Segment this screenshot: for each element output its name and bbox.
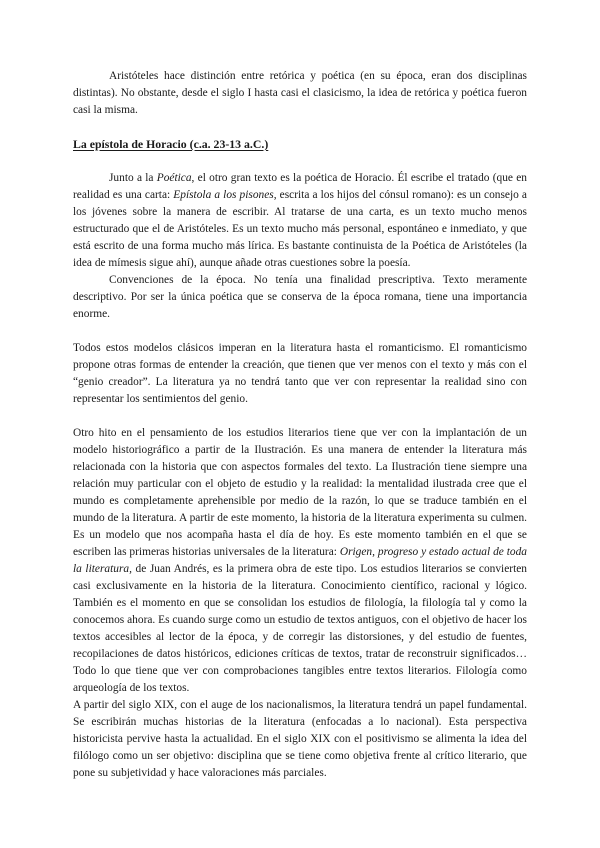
horacio-paragraph-1 xyxy=(73,170,527,272)
text-run: Otro hito en el pensamiento de los estudios literarios tiene que ver con la implantación de un modelo historiográfico a partir de la Ilustración. Es una manera de entender la literatura más relacionada con la historia que con aspectos formales del texto. La Ilustración tiene siempre una relación muy particular con el objeto de estudio y la realidad: la mentalidad ilustrada cree que el mundo es completamente aprehensible por medio de la razón, lo que se traduce también en el mundo de la literatura. A partir de este momento, la historia de la literatura experimenta su culmen. Es un modelo que nos acompaña hasta el día de hoy. Es este momento también en el que se escriben las primeras historias universales de la literatura: xyxy=(73,427,527,558)
text-run: Junto a la xyxy=(109,172,157,184)
spacer xyxy=(73,408,527,425)
italic-title-poetica: Poética xyxy=(156,172,192,184)
horacio-paragraph-2: Convenciones de la época. No tenía una finalidad prescriptiva. Texto meramente descriptivo. Por ser la única poética que se conserva de la época romana, tiene una importancia enorme. xyxy=(73,274,527,320)
text-run: , escrita a los hijos del cónsul romano): es un consejo a los jóvenes sobre la manera de escribir. Al tratarse de una carta, es un texto mucho menos estructurado que el de Aristóteles. Es un texto mucho más personal, espontáneo e inmediato, y que está escrito de una forma mucho más lírica. Es bastante continuista de la Poética de Aristóteles (la idea de mímesis sigue ahí), aunque añade otras cuestiones sobre la poesía. xyxy=(73,189,527,269)
italic-title-obra: Origen, progreso y estado actual de toda la literatura, xyxy=(73,546,527,575)
text-run: , el otro gran texto es la poética de Horacio. Él escribe el tratado (que en realidad es una carta: xyxy=(73,172,527,201)
spacer xyxy=(73,323,527,340)
text-run: de Juan Andrés, es la primera obra de este tipo. Los estudios literarios se convierten casi exclusivamente en la historia de la literatura. Conocimiento científico, racional y lógico. También es el momento en que se consolidan los estudios de filología, la filología tal y como la conocemos ahora. Es cuando surge como un estudio de textos antiguos, con el objetivo de hacer los textos accesibles al lector de la época, y de corregir las distorsiones, y del estudio de fuentes, recopilaciones de datos históricos, ediciones críticas de textos, tratar de reconstruir significados…Todo lo que tiene que ver con comprobaciones tangibles entre textos literarios. Filología como arqueología de los textos. xyxy=(73,563,527,694)
section-heading-horacio: La epístola de Horacio (c.a. 23-13 a.C.) xyxy=(73,137,269,151)
historiografia-paragraph-1 xyxy=(73,425,527,697)
spacer xyxy=(73,153,527,170)
historiografia-paragraph-2: A partir del siglo XIX, con el auge de los nacionalismos, la literatura tendrá un papel fundamental. Se escribirán muchas historias de la literatura (enfocadas a lo nacional). Esta perspectiva historicista pervive hasta la actualidad. En el siglo XIX con el positivismo se alimenta la idea del filólogo como un ser objetivo: disciplina que se tiene como objetiva frente al crítico literario, que pone su subjetividad y hace valoraciones más parciales. xyxy=(73,699,527,779)
italic-title-epistola: Epístola a los pisones xyxy=(173,189,274,201)
spacer xyxy=(73,119,527,136)
romanticismo-paragraph: Todos estos modelos clásicos imperan en la literatura hasta el romanticismo. El romanticismo propone otras formas de entender la creación, que tienen que ver menos con el texto y más con el “genio creador”. La literatura ya no tendrá tanto que ver con representar la realidad sino con representar los sentimientos del genio. xyxy=(73,342,527,405)
intro-paragraph: Aristóteles hace distinción entre retórica y poética (en su época, eran dos disciplinas distintas). No obstante, desde el siglo I hasta casi el clasicismo, la idea de retórica y poética fueron casi la misma. xyxy=(73,70,527,116)
